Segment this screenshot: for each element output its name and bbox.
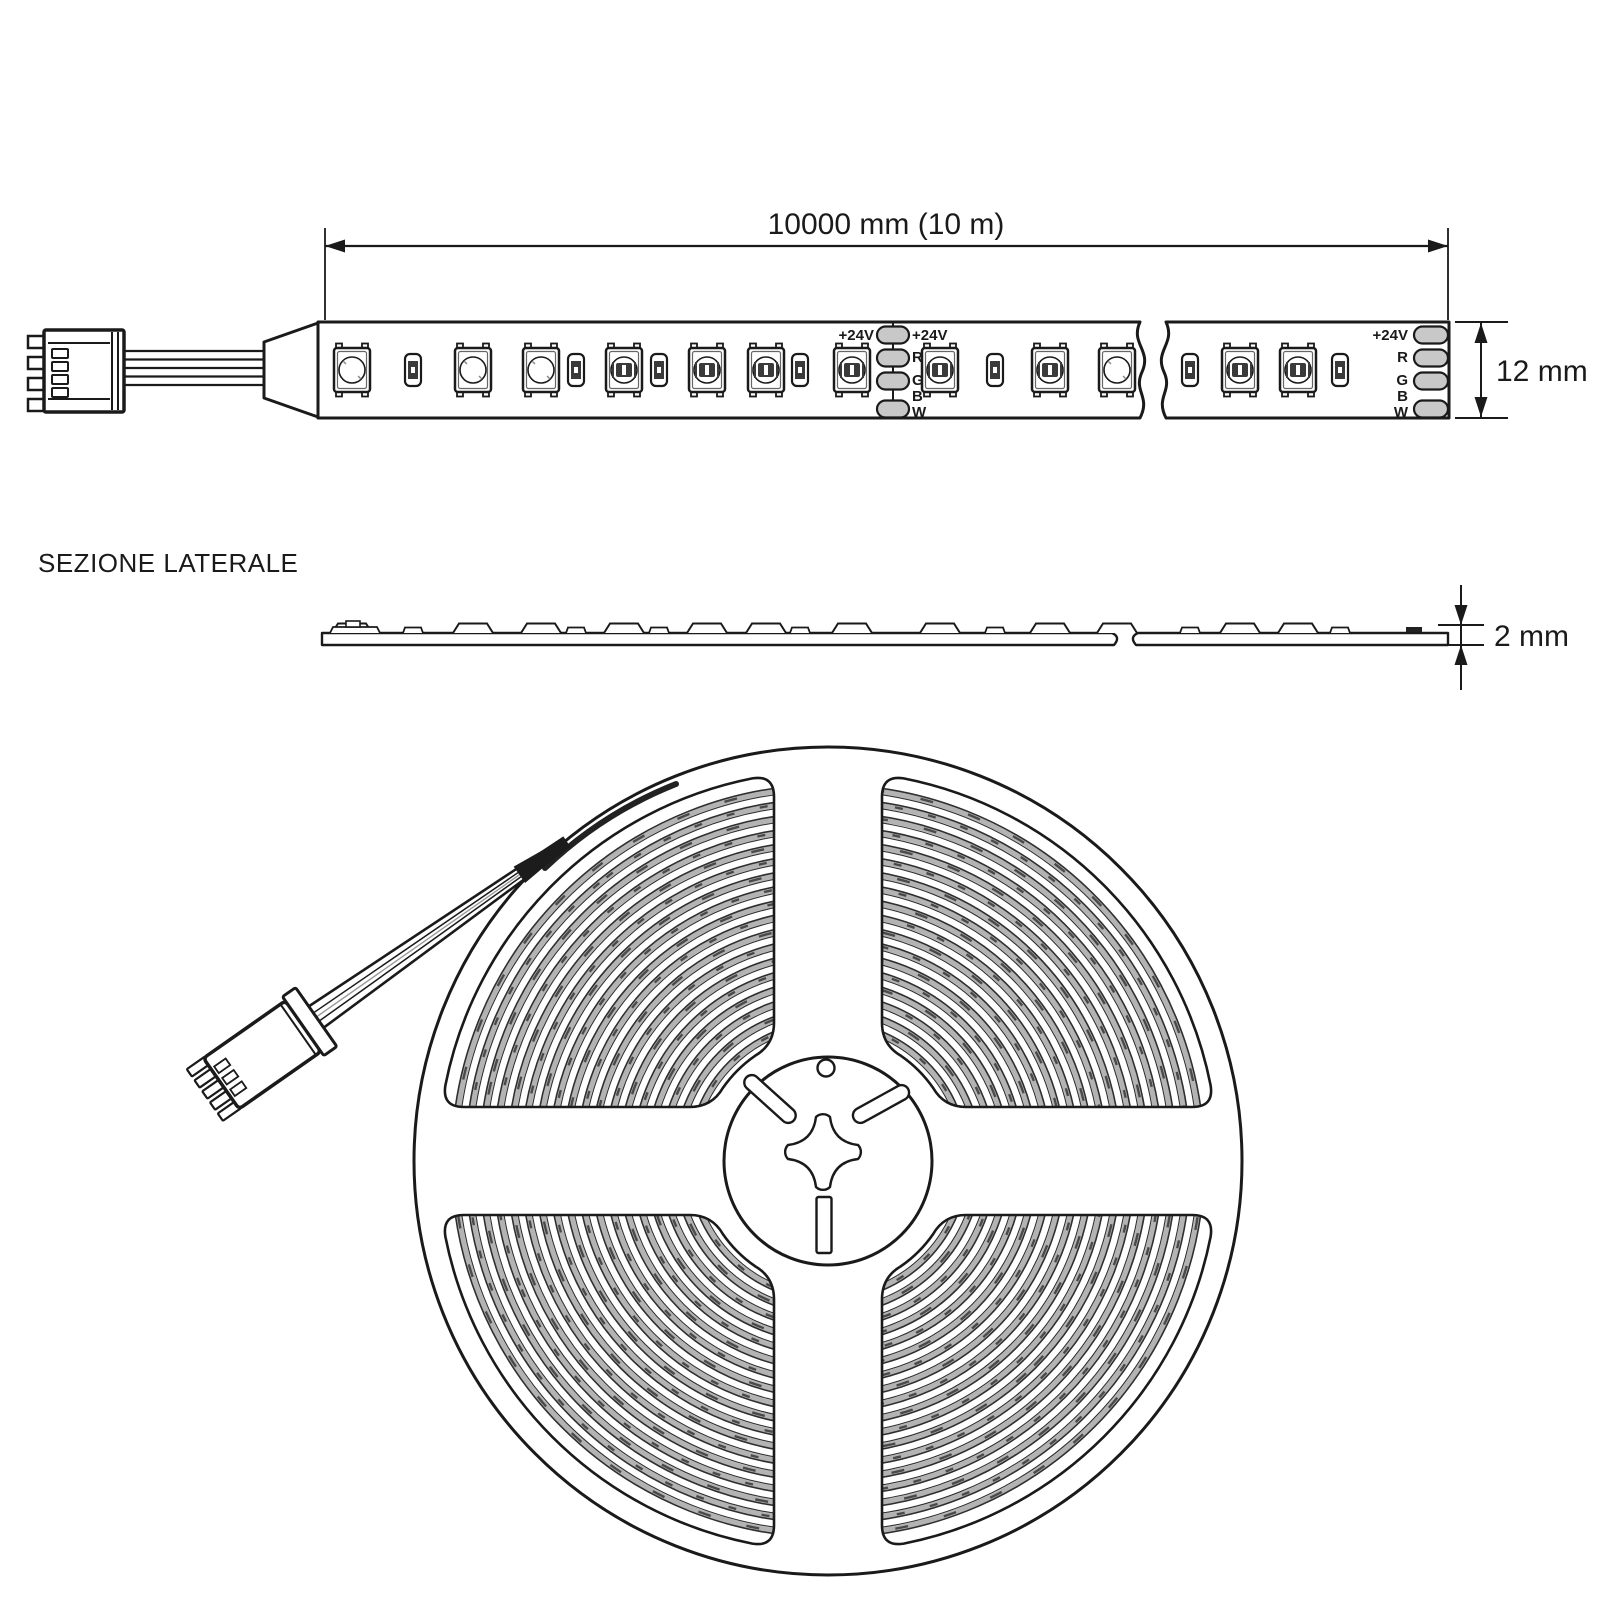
side-section-title: SEZIONE LATERALE xyxy=(38,548,299,578)
led-package xyxy=(1099,344,1135,397)
length-dimension xyxy=(325,228,1448,320)
end-pad-label-g: G xyxy=(1396,372,1408,389)
end-pad-label-b: B xyxy=(1397,388,1408,405)
resistor xyxy=(792,354,808,386)
led-package xyxy=(455,344,491,397)
resistor xyxy=(651,354,667,386)
end-pads xyxy=(1414,327,1448,418)
strain-relief xyxy=(264,323,318,417)
cut-pad-label-b: B xyxy=(912,388,923,405)
led-package xyxy=(834,344,870,397)
led-package xyxy=(922,344,958,397)
led-package xyxy=(523,344,559,397)
led-package xyxy=(689,344,725,397)
led-package xyxy=(748,344,784,397)
led-package xyxy=(1032,344,1068,397)
end-pad-label-24v: +24V xyxy=(1372,327,1408,344)
input-connector xyxy=(28,330,124,412)
strip-side-view xyxy=(322,585,1484,690)
diagram-geometry xyxy=(28,228,1508,1600)
diagram-labels xyxy=(38,208,1588,653)
resistor xyxy=(568,354,584,386)
cut-pad-label-w: W xyxy=(912,404,927,421)
led-package xyxy=(334,344,370,397)
led-package xyxy=(1222,344,1258,397)
connector-wires xyxy=(124,351,264,385)
led-package xyxy=(606,344,642,397)
length-dimension-label: 10000 mm (10 m) xyxy=(767,208,1005,241)
led-package xyxy=(1280,344,1316,397)
resistor xyxy=(1332,354,1348,386)
cut-pad-label-g: G xyxy=(912,372,924,389)
led-strip-reel xyxy=(323,656,1333,1600)
reel-hub xyxy=(724,1057,932,1265)
end-pad-label-r: R xyxy=(1397,349,1408,366)
width-dimension-label: 12 mm xyxy=(1496,355,1588,388)
cut-pad-label-r: R xyxy=(912,349,923,366)
resistor xyxy=(1182,354,1198,386)
thickness-dimension-label: 2 mm xyxy=(1494,620,1569,653)
end-pad-label-w: W xyxy=(1393,404,1408,421)
resistor xyxy=(405,354,421,386)
strip-top-view xyxy=(28,228,1508,418)
resistor xyxy=(987,354,1003,386)
cut-pad-label-24v-right: +24V xyxy=(912,327,948,344)
cut-pad-label-24v-left: +24V xyxy=(838,327,874,344)
